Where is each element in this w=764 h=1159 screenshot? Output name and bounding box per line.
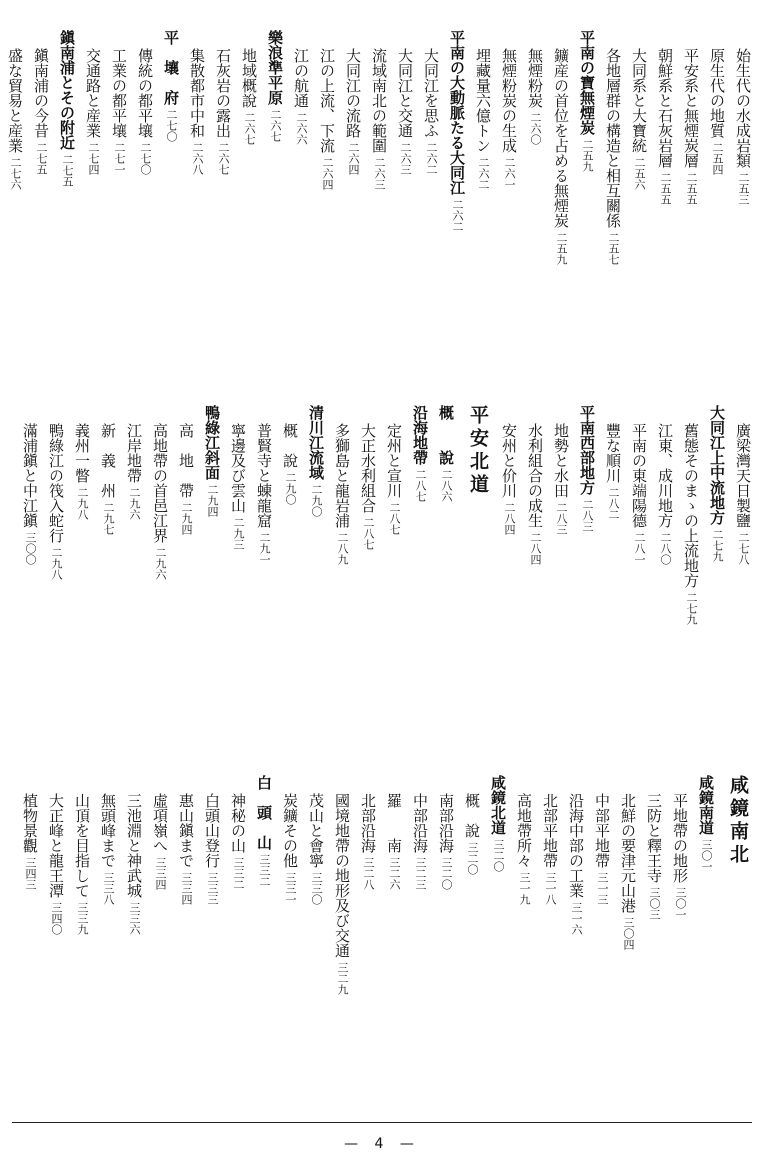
toc-heading [704, 405, 730, 743]
entry-title: 大同江を思ふ [422, 48, 440, 138]
toc-entry [511, 775, 537, 1105]
toc-entry [537, 775, 563, 1105]
page-ref: 二八六 [440, 469, 453, 502]
entry-title: 滿浦鎭と中江鎭 [21, 423, 39, 528]
entry-title: 高地帶の首邑江界 [151, 423, 169, 543]
toc-entry [329, 405, 355, 743]
toc-entry [667, 775, 693, 1105]
toc-entry [69, 775, 95, 1105]
page-ref: 三一八 [544, 872, 557, 905]
page-ref: 二六六 [295, 112, 308, 145]
toc-entry [522, 30, 548, 368]
entry-title: 沿海地帶 [411, 405, 429, 465]
page-ref: 二九六 [128, 487, 141, 520]
toc-entry [277, 775, 303, 1105]
page-ref: 二五九 [555, 232, 568, 265]
toc-heading [444, 30, 470, 368]
toc-entry [251, 405, 277, 743]
page-ref: 二六三 [373, 157, 386, 190]
toc-heading [693, 775, 719, 1105]
page-ref: 二七九 [711, 529, 724, 562]
page-ref: 二八一 [633, 532, 646, 565]
toc-heading [433, 405, 459, 743]
entry-title: 神秘の山 [229, 793, 247, 853]
toc-entry [17, 775, 43, 1105]
page-ref: 三二〇 [440, 857, 453, 890]
toc-entry [615, 775, 641, 1105]
toc-entry [626, 405, 652, 743]
entry-title: 無煙粉炭 [526, 48, 544, 108]
entry-title: 定州と宣川 [385, 423, 403, 498]
page-ref: 二九〇 [284, 472, 297, 505]
toc-heading [574, 405, 600, 743]
page-ref: 二八四 [503, 502, 516, 535]
toc-heading [574, 30, 600, 368]
page-ref: 二九三 [232, 517, 245, 550]
toc-entry [236, 30, 262, 368]
toc-entry [496, 30, 522, 368]
entry-title: 大同江上中流地方 [708, 405, 726, 525]
toc-entry [225, 405, 251, 743]
toc-entry [459, 775, 485, 1105]
page-ref: 二七五 [35, 142, 48, 175]
toc-entry [548, 405, 574, 743]
entry-title: 盛な貿易と産業 [6, 48, 24, 153]
toc-heading [251, 775, 277, 1105]
page-ref: 三三四 [154, 857, 167, 890]
entry-title: 普賢寺と蝀龍窟 [255, 423, 273, 528]
entry-title: 大同系と大寶統 [630, 48, 648, 153]
entry-title: 平南の大動脈たる大同江 [448, 30, 466, 195]
entry-title: 江の上流、下流 [318, 48, 336, 153]
entry-title: 鑛産の首位を占める無煙炭 [552, 48, 570, 228]
page-ref: 二七〇 [165, 109, 178, 142]
entry-title: 虛項嶺へ [151, 793, 169, 853]
toc-entry [496, 405, 522, 743]
page-ref: 三二六 [388, 857, 401, 890]
entry-title: 大正峰と龍王潭 [47, 793, 65, 898]
entry-title: 多獅島と龍岩浦 [333, 423, 351, 528]
toc-entry [652, 405, 678, 743]
page-ref: 二五四 [711, 142, 724, 175]
page-ref: 二六四 [321, 157, 334, 190]
page-ref: 三三九 [76, 902, 89, 935]
page-ref: 二八三 [555, 502, 568, 535]
page-ref: 三一三 [596, 872, 609, 905]
page-ref: 二八〇 [659, 532, 672, 565]
entry-title: 廣梁灣天日製鹽 [734, 423, 752, 528]
page-ref: 三二三 [414, 857, 427, 890]
page-ref: 三二八 [362, 857, 375, 890]
entry-title: 中部沿海 [411, 793, 429, 853]
page-ref: 三〇〇 [24, 532, 37, 565]
toc-entry [17, 405, 43, 743]
toc-entry [288, 30, 314, 368]
page-ref: 二六一 [503, 157, 516, 190]
page-ref: 三二九 [336, 962, 349, 995]
entry-title: 傳統の都平壤 [136, 48, 154, 138]
entry-title: 江岸地帶 [125, 423, 143, 483]
toc-entry [314, 30, 340, 368]
page-ref: 三二〇 [466, 842, 479, 875]
toc-entry [522, 405, 548, 743]
entry-title: 茂山と會寧 [307, 793, 325, 868]
toc-entry [641, 775, 667, 1105]
page-ref: 二七六 [9, 157, 22, 190]
toc-entry [433, 775, 459, 1105]
page-ref: 二五三 [737, 172, 750, 205]
toc-entry [381, 405, 407, 743]
entry-title: 三防と釋王寺 [645, 793, 663, 883]
toc-heading [485, 775, 511, 1105]
toc-middle-tier [17, 405, 756, 743]
page-ref: 三二〇 [492, 839, 505, 872]
entry-title: 咸鏡北道 [489, 775, 507, 835]
toc-entry [43, 405, 69, 743]
toc-entry [704, 30, 730, 368]
entry-title: 鴨綠江の筏入蛇行 [47, 423, 65, 543]
page-ref: 二六二 [425, 142, 438, 175]
page-ref: 三〇一 [674, 887, 687, 920]
toc-entry [43, 775, 69, 1105]
toc-entry [173, 775, 199, 1105]
toc-top-tier [2, 30, 756, 368]
entry-title: 大正水利組合 [359, 423, 377, 513]
section-title [459, 405, 496, 743]
page-ref: 二九八 [50, 547, 63, 580]
toc-entry [121, 405, 147, 743]
entry-title: 植物景觀 [21, 793, 39, 853]
page-ref: 二八四 [529, 532, 542, 565]
toc-entry [2, 30, 28, 368]
toc-entry [80, 30, 106, 368]
toc-entry [355, 405, 381, 743]
entry-title: 流域南北の範圍 [370, 48, 388, 153]
page-ref: 二七四 [87, 142, 100, 175]
page-ref: 三三二 [232, 857, 245, 890]
page-ref: 二九四 [206, 484, 219, 517]
section-title [719, 775, 756, 1105]
page-ref: 二八九 [336, 532, 349, 565]
page-ref: 三三六 [128, 902, 141, 935]
entry-title: 豐な順川 [604, 423, 622, 483]
toc-entry [407, 775, 433, 1105]
page-ref: 二五五 [659, 172, 672, 205]
toc-entry [28, 30, 54, 368]
page-ref: 二九六 [154, 547, 167, 580]
entry-title: 白頭山登行 [203, 793, 221, 868]
page-ref: 二五五 [685, 172, 698, 205]
page-ref: 二五六 [633, 157, 646, 190]
toc-entry [329, 775, 355, 1105]
entry-title: 咸鏡南北 [727, 775, 749, 867]
page-ref: 二五九 [581, 139, 594, 172]
toc-entry [366, 30, 392, 368]
entry-title: 江の航通 [292, 48, 310, 108]
toc-heading [407, 405, 433, 743]
toc-entry [355, 775, 381, 1105]
toc-entry [184, 30, 210, 368]
entry-title: 高 地 帶 [177, 423, 195, 498]
entry-title: 平南の寶無煙炭 [578, 30, 596, 135]
page-ref: 二七九 [685, 592, 698, 625]
toc-entry [173, 405, 199, 743]
entry-title: 平南の東端陽德 [630, 423, 648, 528]
toc-heading [262, 30, 288, 368]
page-number: — 4 — [344, 1136, 420, 1152]
page-ref: 二九七 [102, 502, 115, 535]
page-ref: 二八七 [362, 517, 375, 550]
toc-heading [54, 30, 80, 368]
toc-entry [210, 30, 236, 368]
page-ref: 二八七 [388, 502, 401, 535]
page-ref: 三三〇 [310, 872, 323, 905]
entry-title: 地域概說 [240, 48, 258, 108]
page-ref: 三四〇 [50, 902, 63, 935]
page-ref: 二六七 [217, 142, 230, 175]
entry-title: 羅 南 [385, 793, 403, 853]
entry-title: 寧邊及び雲山 [229, 423, 247, 513]
toc-entry [106, 30, 132, 368]
entry-title: 原生代の地質 [708, 48, 726, 138]
toc-entry [225, 775, 251, 1105]
page-ref: 二八二 [607, 487, 620, 520]
page-ref: 二六二 [451, 199, 464, 232]
page-ref: 二九一 [258, 532, 271, 565]
toc-entry [548, 30, 574, 368]
entry-title: 北部平地帶 [541, 793, 559, 868]
entry-title: 義州一瞥 [73, 423, 91, 483]
page-ref: 二六八 [191, 142, 204, 175]
page-ref: 三三一 [284, 872, 297, 905]
page-ref: 三三二 [258, 854, 271, 887]
toc-entry [147, 775, 173, 1105]
entry-title: 咸鏡南道 [697, 775, 715, 835]
toc-entry [678, 30, 704, 368]
entry-title: 大同江と交通 [396, 48, 414, 138]
toc-entry [277, 405, 303, 743]
entry-title: 平安系と無煙炭層 [682, 48, 700, 168]
page-ref: 二七八 [737, 532, 750, 565]
entry-title: 白 頭 山 [255, 775, 273, 850]
entry-title: 國境地帶の地形及び交通 [333, 793, 351, 958]
page-ref: 三四三 [24, 857, 37, 890]
entry-title: 無頭峰まで [99, 793, 117, 868]
toc-entry [730, 405, 756, 743]
entry-title: 集散都市中和 [188, 48, 206, 138]
entry-title: 平 壤 府 [162, 30, 180, 105]
entry-title: 石灰岩の露出 [214, 48, 232, 138]
entry-title: 高地帶所々 [515, 793, 533, 868]
toc-entry [652, 30, 678, 368]
page-ref: 三〇四 [622, 917, 635, 950]
page-ref: 二六七 [269, 109, 282, 142]
page-ref: 三〇三 [648, 887, 661, 920]
entry-title: 清川江流域 [307, 405, 325, 480]
page-ref: 二七五 [61, 154, 74, 187]
toc-entry [199, 775, 225, 1105]
page-ref: 二九〇 [310, 484, 323, 517]
toc-heading [303, 405, 329, 743]
page-ref: 二八七 [414, 469, 427, 502]
entry-title: 新 義 州 [99, 423, 117, 498]
page-ref: 二六四 [347, 142, 360, 175]
page-ref: 三三八 [102, 872, 115, 905]
entry-title: 安州と价川 [500, 423, 518, 498]
entry-title: 中部平地帶 [593, 793, 611, 868]
entry-title: 平地帶の地形 [671, 793, 689, 883]
entry-title: 北鮮の要津元山港 [619, 793, 637, 913]
page-ref: 三三三 [206, 872, 219, 905]
entry-title: 江東、成川地方 [656, 423, 674, 528]
toc-entry [589, 775, 615, 1105]
entry-title: 鴨綠江斜面 [203, 405, 221, 480]
page-ref: 二六二 [477, 157, 490, 190]
toc-entry [418, 30, 444, 368]
entry-title: 埋藏量六億トン [474, 48, 492, 153]
toc-heading [158, 30, 184, 368]
entry-title: 始生代の水成岩類 [734, 48, 752, 168]
page-ref: 二八三 [581, 499, 594, 532]
page-ref: 二九八 [76, 487, 89, 520]
entry-title: 山頂を目指して [73, 793, 91, 898]
toc-entry [381, 775, 407, 1105]
entry-title: 各地層群の構造と相互關係 [604, 48, 622, 228]
toc-entry [132, 30, 158, 368]
page-ref: 二七〇 [139, 142, 152, 175]
entry-title: 工業の都平壤 [110, 48, 128, 138]
entry-title: 南部沿海 [437, 793, 455, 853]
page-ref: 三三四 [180, 872, 193, 905]
page-ref: 二六〇 [529, 112, 542, 145]
toc-entry [392, 30, 418, 368]
toc-entry [470, 30, 496, 368]
toc-entry [95, 775, 121, 1105]
entry-title: 平南西部地方 [578, 405, 596, 495]
entry-title: 交通路と産業 [84, 48, 102, 138]
entry-title: 無煙粉炭の生成 [500, 48, 518, 153]
toc-entry [121, 775, 147, 1105]
entry-title: 大同江の流路 [344, 48, 362, 138]
toc-entry [678, 405, 704, 743]
page-ref: 二六七 [243, 112, 256, 145]
toc-entry [730, 30, 756, 368]
entry-title: 平安北道 [467, 405, 489, 497]
entry-title: 鎭南浦の今昔 [32, 48, 50, 138]
entry-title: 樂浪準平原 [266, 30, 284, 105]
page-ref: 二七一 [113, 142, 126, 175]
toc-heading [199, 405, 225, 743]
entry-title: 炭鑛その他 [281, 793, 299, 868]
page-ref: 二六三 [399, 142, 412, 175]
toc-entry [600, 30, 626, 368]
toc-entry [626, 30, 652, 368]
entry-title: 鎭南浦とその附近 [58, 30, 76, 150]
entry-title: 地勢と水田 [552, 423, 570, 498]
entry-title: 舊態そのまゝの上流地方 [682, 423, 700, 588]
entry-title: 沿海中部の工業 [567, 793, 585, 898]
footer-rule [12, 1122, 752, 1123]
entry-title: 朝鮮系と石灰岩層 [656, 48, 674, 168]
page-ref: 三一九 [518, 872, 531, 905]
entry-title: 概 說 [281, 423, 299, 468]
toc-bottom-tier [17, 775, 756, 1105]
toc-entry [303, 775, 329, 1105]
toc-entry [563, 775, 589, 1105]
entry-title: 三池淵と神武城 [125, 793, 143, 898]
page-ref: 三〇一 [700, 839, 713, 872]
entry-title: 水利組合の成生 [526, 423, 544, 528]
entry-title: 惠山鎭まで [177, 793, 195, 868]
toc-entry [600, 405, 626, 743]
toc-entry [340, 30, 366, 368]
toc-entry [95, 405, 121, 743]
entry-title: 北部沿海 [359, 793, 377, 853]
entry-title: 概 說 [463, 793, 481, 838]
toc-entry [69, 405, 95, 743]
page-ref: 二九四 [180, 502, 193, 535]
entry-title: 概 說 [437, 405, 455, 465]
page-ref: 三一六 [570, 902, 583, 935]
page-ref: 二五七 [607, 232, 620, 265]
toc-entry [147, 405, 173, 743]
